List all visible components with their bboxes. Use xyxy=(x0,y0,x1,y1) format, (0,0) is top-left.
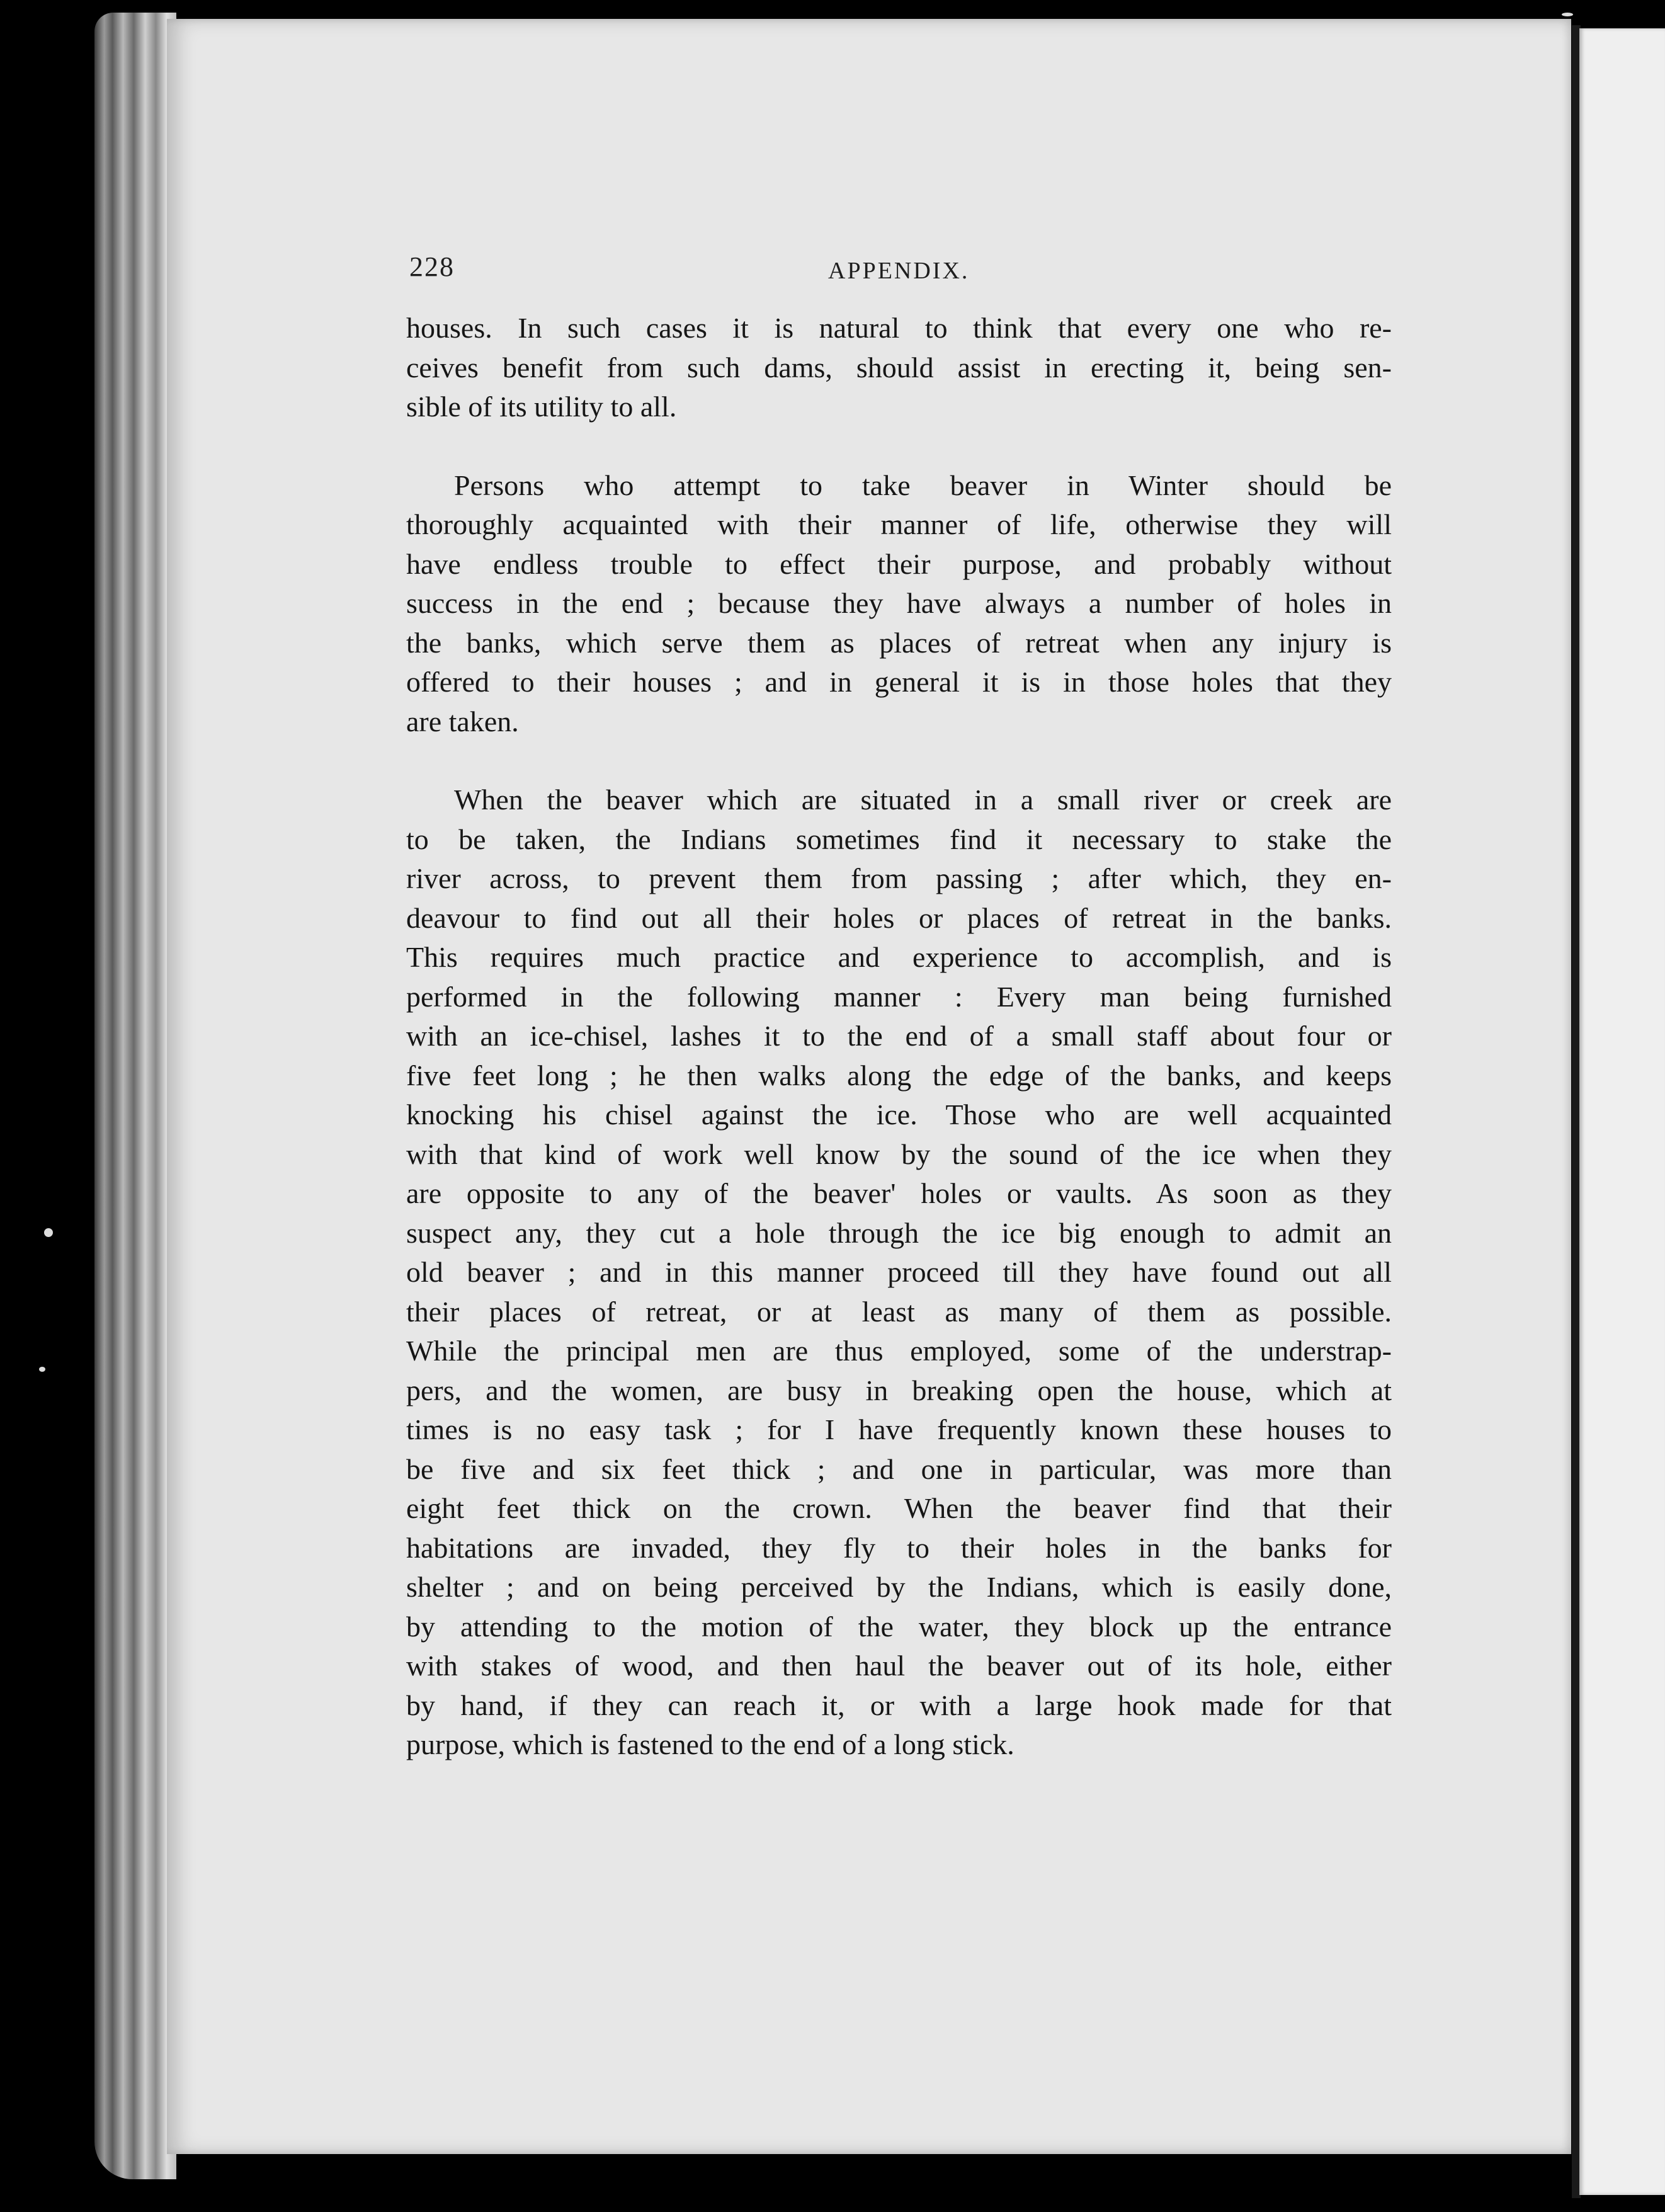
text-line: river across, to prevent them from passing ; after which, they en- xyxy=(406,862,1392,894)
text-line: with an ice-chisel, lashes it to the end of a small staff about four or xyxy=(406,1020,1392,1052)
text-line: are opposite to any of the beaver' holes or vaults. As soon as they xyxy=(406,1177,1392,1209)
scan-speck xyxy=(1562,13,1573,16)
text-line: their places of retreat, or at least as many of them as possible. xyxy=(406,1295,1392,1328)
text-line: the banks, which serve them as places of retreat when any injury is xyxy=(406,626,1392,659)
text-line: When the beaver which are situated in a small river or creek are xyxy=(454,784,1392,816)
running-title: APPENDIX. xyxy=(828,258,970,284)
text-line: houses. In such cases it is natural to think that every one who re- xyxy=(406,312,1392,344)
text-line: eight feet thick on the crown. When the beaver find that their xyxy=(406,1492,1392,1524)
text-line: knocking his chisel against the ice. Those who are well acquainted xyxy=(406,1098,1392,1131)
page-number: 228 xyxy=(409,251,455,282)
paragraph xyxy=(406,309,1392,427)
text-line: be five and six feet thick ; and one in particular, was more than xyxy=(406,1452,1392,1485)
text-line: purpose, which is fastened to the end of a long stick. xyxy=(406,1728,1014,1760)
text-line: While the principal men are thus employed, some of the understrap- xyxy=(406,1335,1392,1367)
paragraph xyxy=(406,466,1392,742)
text-line: five feet long ; he then walks along the edge of the banks, and keeps xyxy=(406,1059,1392,1092)
text-line: ceives benefit from such dams, should assist in erecting it, being sen- xyxy=(406,351,1392,384)
scan-speck xyxy=(39,1367,45,1372)
paragraph xyxy=(406,780,1392,1765)
text-line: old beaver ; and in this manner proceed till they have found out all xyxy=(406,1256,1392,1288)
text-line: Persons who attempt to take beaver in Winter should be xyxy=(454,469,1392,501)
scan-speck xyxy=(44,1228,53,1237)
text-line: success in the end ; because they have always a number of holes in xyxy=(406,587,1392,619)
text-line: to be taken, the Indians sometimes find it necessary to stake the xyxy=(406,823,1392,855)
text-line: offered to their houses ; and in general it is in those holes that they xyxy=(406,666,1392,698)
text-line: performed in the following manner : Every man being furnished xyxy=(406,980,1392,1013)
facing-page-edge xyxy=(1579,28,1665,2195)
body-text xyxy=(406,309,1392,1765)
text-line: by hand, if they can reach it, or with a large hook made for that xyxy=(406,1689,1392,1721)
text-line: have endless trouble to effect their purpose, and probably without xyxy=(406,547,1392,580)
text-line: by attending to the motion of the water, they block up the entrance xyxy=(406,1610,1392,1643)
text-line: with that kind of work well know by the sound of the ice when they xyxy=(406,1137,1392,1170)
text-line: times is no easy task ; for I have frequently known these houses to xyxy=(406,1413,1392,1445)
text-line: shelter ; and on being perceived by the Indians, which is easily done, xyxy=(406,1571,1392,1603)
text-line: deavour to find out all their holes or places of retreat in the banks. xyxy=(406,901,1392,934)
text-line: are taken. xyxy=(406,705,519,738)
text-line: sible of its utility to all. xyxy=(406,391,677,423)
text-line: pers, and the women, are busy in breaking open the house, which at xyxy=(406,1374,1392,1406)
text-line: This requires much practice and experience to accomplish, and is xyxy=(406,941,1392,973)
text-line: with stakes of wood, and then haul the beaver out of its hole, either xyxy=(406,1650,1392,1682)
text-line: thoroughly acquainted with their manner of life, otherwise they will xyxy=(406,508,1392,540)
text-line: suspect any, they cut a hole through the ice big enough to admit an xyxy=(406,1216,1392,1249)
book-page-edges xyxy=(94,13,176,2179)
text-line: habitations are invaded, they fly to their holes in the banks for xyxy=(406,1531,1392,1564)
running-header xyxy=(409,251,1398,288)
